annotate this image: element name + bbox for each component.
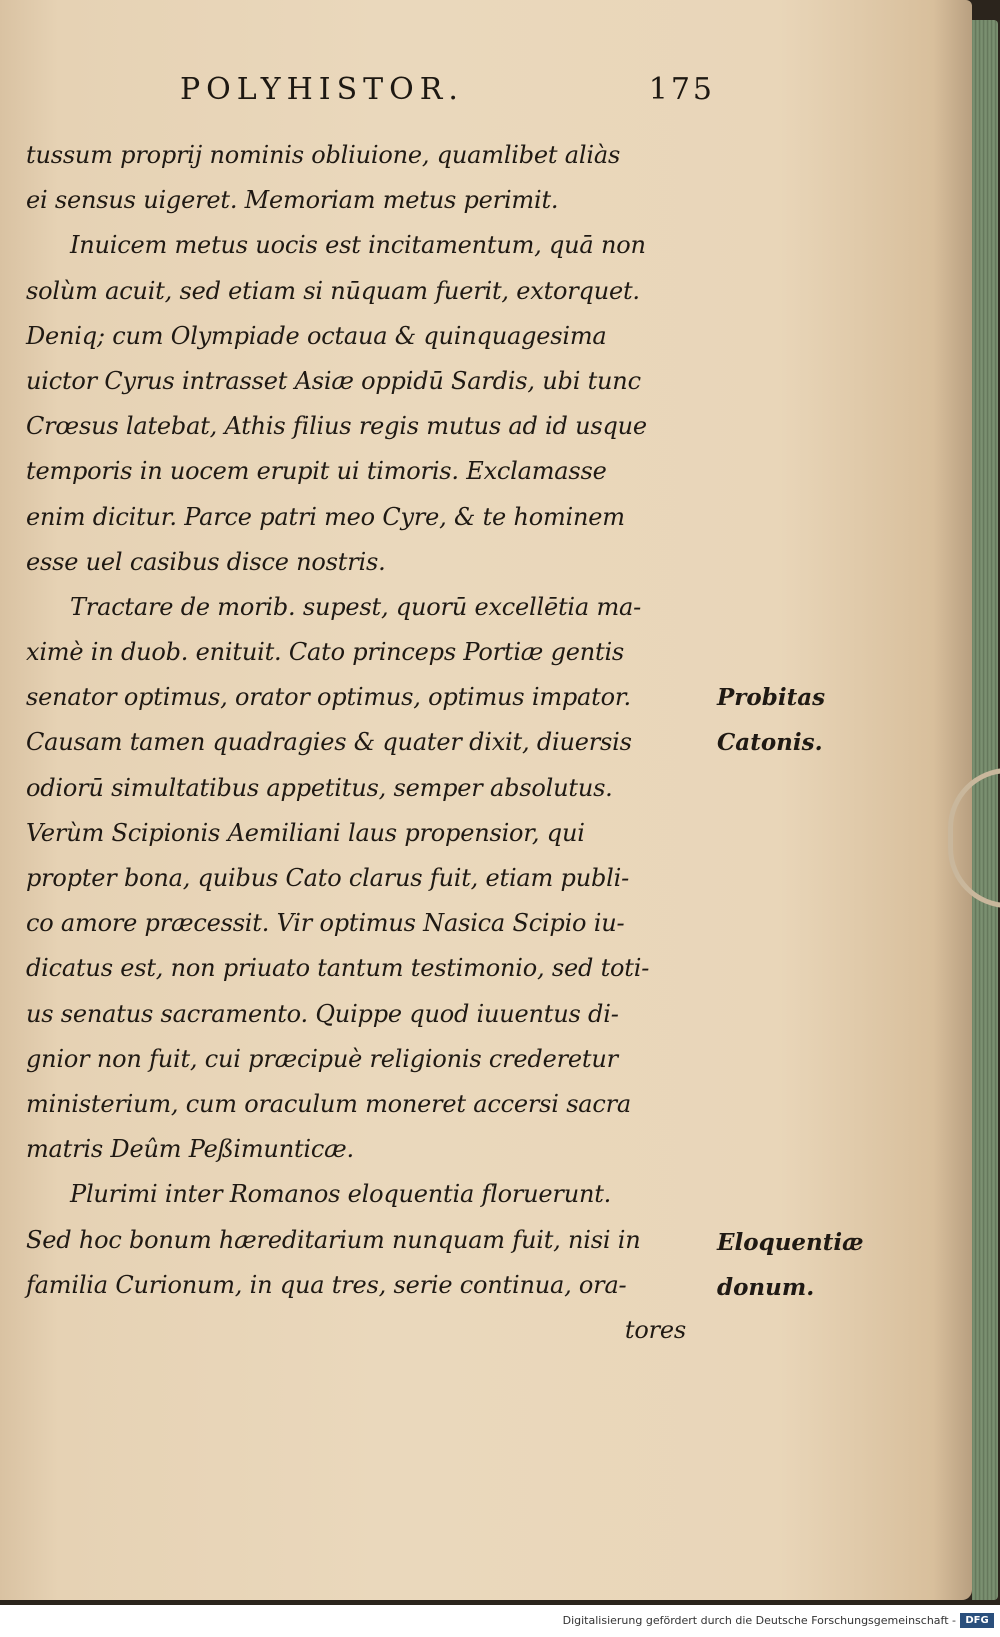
text-line: Tractare de morib. supest, quorū excellētia ma- bbox=[70, 592, 642, 621]
text-line: enim dicitur. Parce patri meo Cyre, & te hominem bbox=[26, 502, 625, 531]
footer-bar bbox=[0, 1605, 1000, 1637]
text-line: matris Deûm Peßimunticæ. bbox=[26, 1135, 354, 1164]
text-line: Inuicem metus uocis est incitamentum, quā non bbox=[70, 231, 646, 260]
text-line: odiorū simultatibus appetitus, semper absolutus. bbox=[26, 773, 613, 802]
text-line: solùm acuit, sed etiam si nūquam fuerit, extorquet. bbox=[26, 276, 640, 305]
text-line: ei sensus uigeret. Memoriam metus perimit. bbox=[26, 186, 559, 215]
text-line: ximè in duob. enituit. Cato princeps Portiæ gentis bbox=[26, 638, 625, 667]
text-line: gnior non fuit, cui præcipuè religionis crederetur bbox=[26, 1044, 618, 1073]
text-line: Verùm Scipionis Aemiliani laus propensior, qui bbox=[26, 818, 585, 847]
text-line: ministerium, cum oraculum moneret accersi sacra bbox=[26, 1089, 632, 1118]
text-line: Deniq; cum Olympiade octaua & quinquagesima bbox=[26, 321, 607, 350]
margin-note-line: Probitas bbox=[717, 684, 826, 711]
text-line: temporis in uocem erupit ui timoris. Exclamasse bbox=[26, 457, 607, 486]
funding-credit: Digitalisierung gefördert durch die Deutsche Forschungsgemeinschaft - bbox=[562, 1614, 956, 1627]
margin-note-line: Catonis. bbox=[717, 729, 823, 757]
running-head bbox=[180, 72, 715, 122]
text-line: senator optimus, orator optimus, optimus impator. bbox=[26, 683, 631, 712]
text-line: tussum proprij nominis obliuione, quamlibet aliàs bbox=[26, 141, 621, 169]
text-line: dicatus est, non priuato tantum testimonio, sed toti- bbox=[26, 954, 650, 983]
dfg-logo-icon: DFG bbox=[960, 1613, 994, 1628]
margin-note-line: donum. bbox=[717, 1274, 815, 1302]
text-line: Sed hoc bonum hæreditarium nunquam fuit, nisi in bbox=[26, 1225, 641, 1254]
margin-note-eloquentia bbox=[717, 1220, 867, 1310]
page-number: 175 bbox=[648, 72, 715, 107]
text-line: uictor Cyrus intrasset Asiæ oppidū Sardis, ubi tunc bbox=[26, 366, 641, 395]
text-line: propter bona, quibus Cato clarus fuit, etiam publi- bbox=[26, 864, 629, 892]
text-line: us senatus sacramento. Quippe quod iuuentus di- bbox=[26, 999, 619, 1028]
catchword: tores bbox=[624, 1315, 686, 1344]
text-line: familia Curionum, in qua tres, serie continua, ora- bbox=[26, 1270, 627, 1299]
page-title: POLYHISTOR. bbox=[180, 72, 464, 107]
text-line: esse uel casibus disce nostris. bbox=[26, 547, 386, 576]
text-line: Causam tamen quadragies & quater dixit, diuersis bbox=[26, 728, 632, 757]
text-line: Crœsus latebat, Athis filius regis mutus ad id usque bbox=[26, 412, 647, 441]
text-line: co amore præcessit. Vir optimus Nasica Scipio iu- bbox=[26, 909, 625, 938]
text-line: Plurimi inter Romanos eloquentia floruerunt. bbox=[70, 1180, 612, 1209]
margin-note-line: Eloquentiæ bbox=[717, 1229, 864, 1256]
body-text bbox=[26, 133, 716, 1353]
margin-note-probitas bbox=[717, 675, 867, 765]
